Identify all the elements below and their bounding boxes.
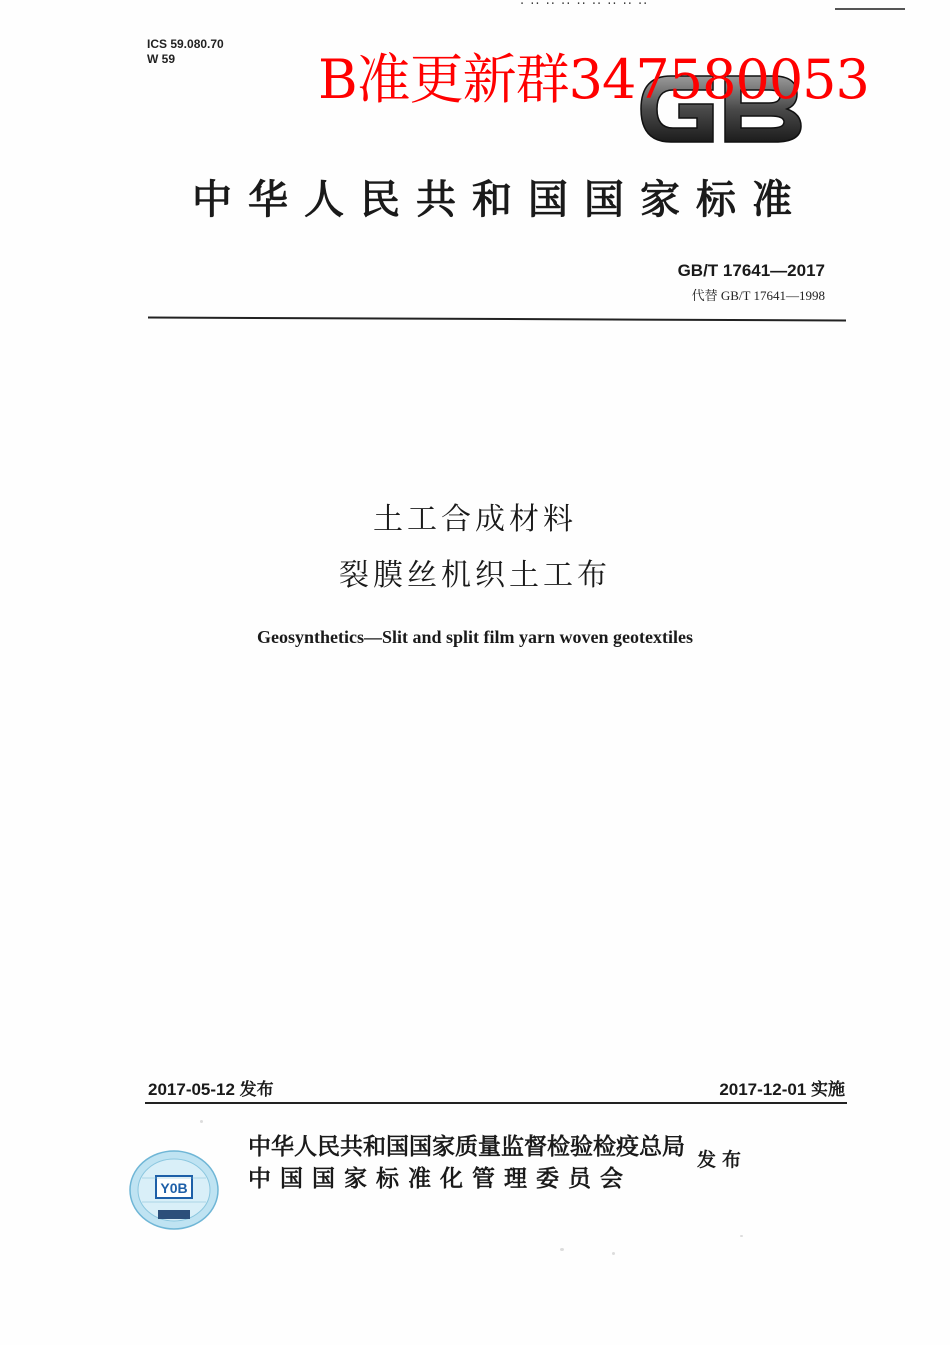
header-divider <box>148 316 846 321</box>
title-chinese-line2: 裂膜丝机织土工布 <box>339 558 611 593</box>
implementation-date: 2017-12-01 实施 <box>719 1080 845 1099</box>
issuer-name-1: 中华人民共和国国家质量监督检验检疫总局 <box>248 1134 685 1160</box>
replaces-standard-number: 代替 GB/T 17641—1998 <box>691 288 825 303</box>
top-scan-line <box>835 8 905 10</box>
top-scan-strip: · ·· ·· ·· ·· ·· ·· ·· ·· <box>520 0 649 12</box>
issuer-name-2: 中国国家标准化管理委员会 <box>248 1166 632 1192</box>
seal-logo-text: Y0B <box>160 1180 188 1196</box>
scan-speck <box>560 1248 564 1251</box>
standard-number: GB/T 17641—2017 <box>677 261 825 280</box>
ics-code: ICS 59.080.70 <box>147 37 224 51</box>
title-english: Geosynthetics—Slit and split film yarn woven geotextiles <box>257 627 693 647</box>
footer-divider <box>145 1102 847 1104</box>
issue-label: 发布 <box>697 1149 748 1171</box>
ccs-code: W 59 <box>147 52 176 66</box>
scan-speck <box>612 1252 615 1255</box>
anti-counterfeit-seal-icon <box>128 1150 220 1232</box>
scan-speck <box>740 1235 743 1237</box>
title-chinese-line1: 土工合成材料 <box>373 502 577 537</box>
watermark-text: B准更新群347580053 <box>318 48 869 111</box>
national-standard-title: 中华人民共和国国家标准 <box>192 177 808 223</box>
scan-speck <box>200 1120 203 1123</box>
issue-date: 2017-05-12 发布 <box>148 1080 274 1099</box>
